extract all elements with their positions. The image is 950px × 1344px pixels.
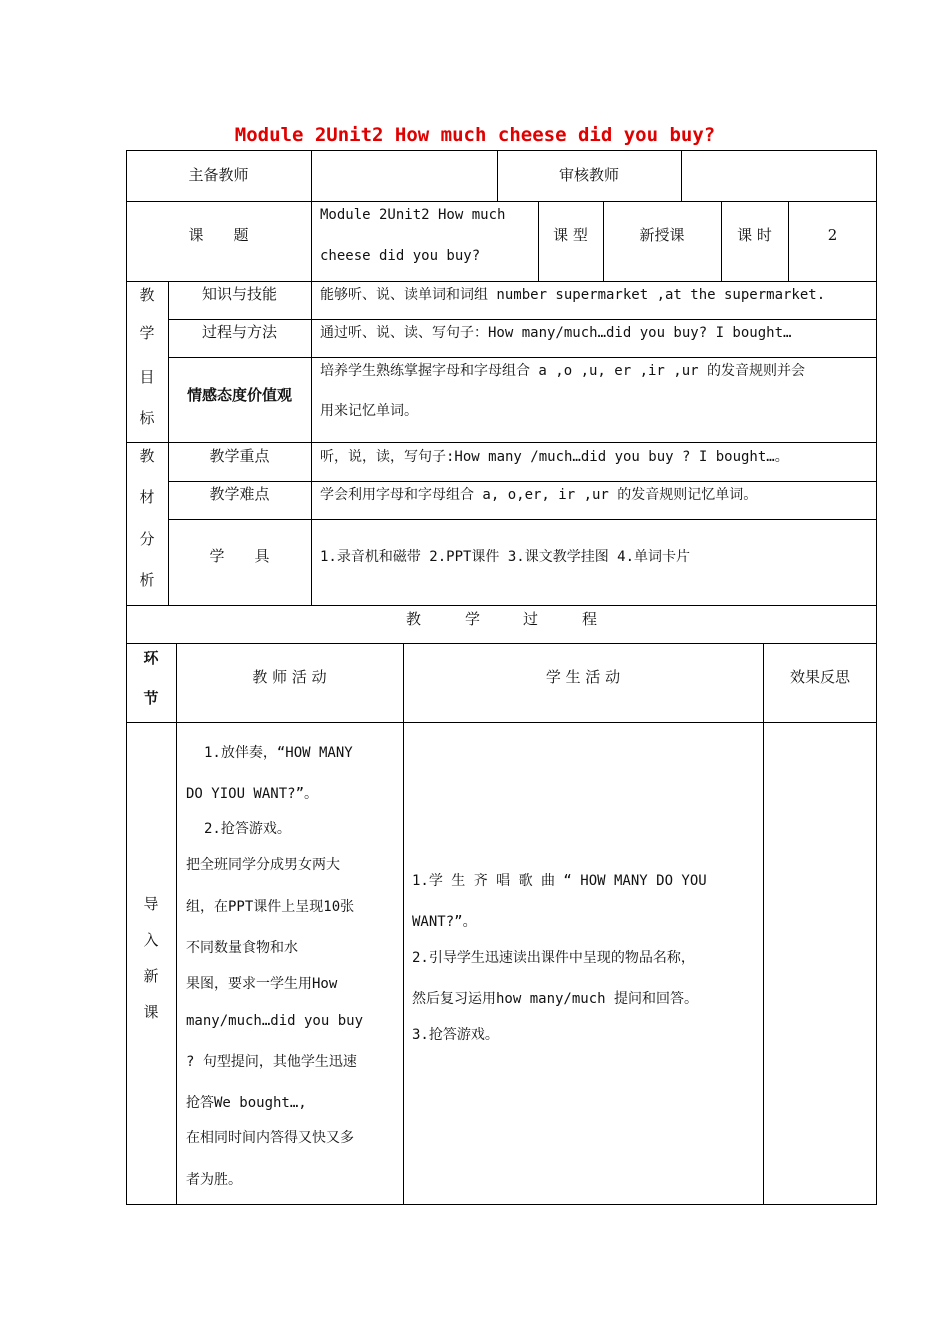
tools-text: 1.录音机和磁带 2.PPT课件 3.课文教学挂图 4.单词卡片 — [320, 549, 691, 565]
topic-line-2: cheese did you buy? — [320, 248, 481, 264]
topic-label: 课 题 — [188, 226, 249, 244]
teacher-activity-line: 果图，要求一学生用How — [186, 976, 338, 992]
student-activity-header: 学 生 活 动 — [545, 668, 621, 686]
teacher-activity-line: 抢答We bought…, — [186, 1095, 307, 1111]
lesson-type-label: 课 型 — [553, 226, 588, 244]
lesson-hours-value: 2 — [827, 226, 838, 244]
knowledge-label: 知识与技能 — [201, 285, 277, 303]
lesson-type-value: 新授课 — [639, 226, 685, 244]
tools-label: 学 具 — [209, 547, 270, 565]
student-activity-line: WANT?”。 — [412, 914, 477, 930]
teacher-activity-line: 1.放伴奏，“HOW MANY — [204, 745, 353, 761]
process-heading-char: 程 — [582, 610, 598, 628]
knowledge-text: 能够听、说、读单词和词组 number supermarket ,at the supermarket. — [320, 287, 826, 303]
process-heading-char: 过 — [523, 610, 539, 628]
process-heading-char: 教 — [406, 610, 422, 628]
goals-label-char: 目 — [139, 368, 155, 386]
attitude-line-1: 培养学生熟练掌握字母和字母组合 a ,o ,u, er ,ir ,ur 的发音规则并会 — [320, 363, 806, 379]
teacher-activity-line: ? 句型提问，其他学生迅速 — [186, 1054, 357, 1070]
student-activity-line: 1.学 生 齐 唱 歌 曲 “ HOW MANY DO YOU — [412, 873, 707, 889]
goals-label-char: 学 — [139, 324, 155, 342]
teacher-activity-line: 者为胜。 — [186, 1172, 242, 1188]
teacher-activity-line: 把全班同学分成男女两大 — [186, 857, 340, 873]
stage-char: 课 — [143, 1003, 159, 1021]
lead-teacher-label: 主备教师 — [188, 166, 249, 184]
teacher-activity-line: many/much…did you buy — [186, 1013, 364, 1029]
reflection-header: 效果反思 — [789, 668, 850, 686]
analysis-label-char: 教 — [139, 447, 155, 465]
key-points-text: 听，说，读，写句子:How many /much…did you buy ? I bought…。 — [320, 449, 789, 465]
stage-char: 入 — [143, 931, 159, 949]
goals-label-char: 教 — [139, 286, 155, 304]
stage-header-char: 节 — [143, 689, 159, 707]
key-points-label: 教学重点 — [209, 447, 270, 465]
lesson-hours-label: 课 时 — [737, 226, 772, 244]
teacher-activity-line: 在相同时间内答得又快又多 — [186, 1130, 354, 1146]
teacher-activity-line: 组，在PPT课件上呈现10张 — [186, 899, 355, 915]
student-activity-line: 3.抢答游戏。 — [412, 1027, 499, 1043]
goals-label-char: 标 — [139, 409, 155, 427]
analysis-label-char: 材 — [139, 488, 155, 506]
difficult-points-label: 教学难点 — [209, 485, 270, 503]
teacher-activity-line: 不同数量食物和水 — [186, 940, 298, 956]
process-heading-char: 学 — [465, 610, 481, 628]
teacher-activity-line: 2.抢答游戏。 — [204, 821, 291, 837]
page-title: Module 2Unit2 How much cheese did you buy? — [234, 124, 716, 146]
stage-char: 导 — [143, 895, 159, 913]
review-teacher-label: 审核教师 — [558, 166, 619, 184]
process-text: 通过听、说、读、写句子：How many/much…did you buy? I bought… — [320, 325, 792, 341]
stage-header-char: 环 — [143, 649, 159, 667]
student-activity-line: 2.引导学生迅速读出课件中呈现的物品名称， — [412, 950, 695, 966]
teacher-activity-header: 教 师 活 动 — [252, 668, 327, 686]
attitude-line-2: 用来记忆单词。 — [320, 403, 418, 419]
difficult-points-text: 学会利用字母和字母组合 a, o,er, ir ,ur 的发音规则记忆单词。 — [320, 487, 758, 503]
attitude-label: 情感态度价值观 — [186, 386, 292, 404]
analysis-label-char: 析 — [139, 571, 155, 589]
student-activity-line: 然后复习运用how many/much 提问和回答。 — [412, 991, 699, 1007]
analysis-label-char: 分 — [139, 530, 155, 548]
topic-line-1: Module 2Unit2 How much — [320, 207, 506, 223]
teacher-activity-line: DO YIOU WANT?”。 — [186, 786, 319, 802]
process-label: 过程与方法 — [201, 323, 277, 341]
stage-char: 新 — [143, 967, 159, 985]
